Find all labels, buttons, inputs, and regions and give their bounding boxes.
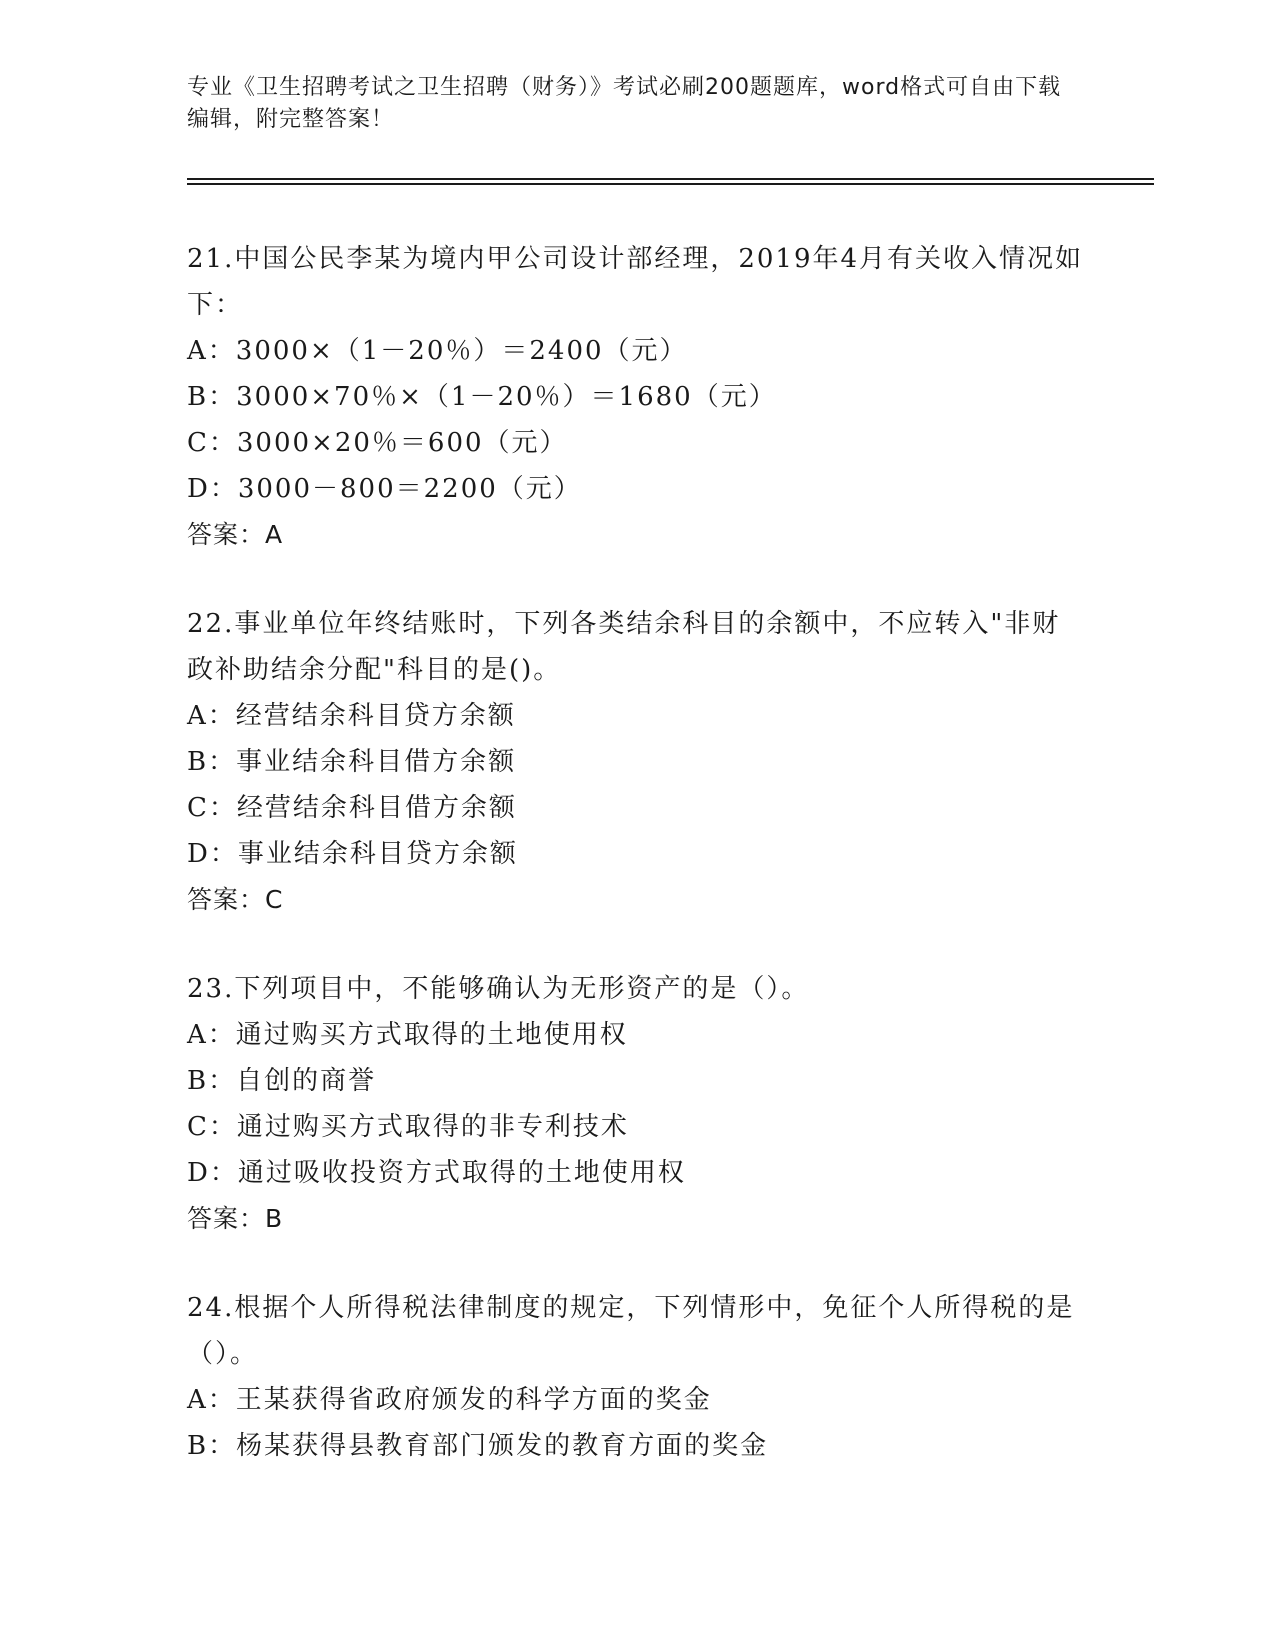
question-stem: 21.中国公民李某为境内甲公司设计部经理，2019年4月有关收入情况如下： bbox=[187, 244, 1084, 320]
option-a: A：通过购买方式取得的土地使用权 bbox=[187, 1020, 628, 1050]
answer-label: 答案：C bbox=[187, 885, 284, 914]
option-a: A：经营结余科目贷方余额 bbox=[187, 701, 516, 731]
question-23 bbox=[187, 966, 1087, 1242]
document-header: 专业《卫生招聘考试之卫生招聘（财务）》考试必刷200题题库，word格式可自由下载编辑，附完整答案！ bbox=[187, 75, 1062, 132]
option-a: A：王某获得省政府颁发的科学方面的奖金 bbox=[187, 1385, 712, 1415]
question-24 bbox=[187, 1285, 1087, 1469]
header-divider-top bbox=[187, 178, 1154, 180]
option-d: D：通过吸收投资方式取得的土地使用权 bbox=[187, 1158, 686, 1188]
question-stem: 23.下列项目中，不能够确认为无形资产的是（）。 bbox=[187, 974, 810, 1004]
option-c: C：通过购买方式取得的非专利技术 bbox=[187, 1112, 629, 1142]
option-d: D：3000－800＝2200（元） bbox=[187, 474, 582, 504]
option-c: C：经营结余科目借方余额 bbox=[187, 793, 517, 823]
question-21 bbox=[187, 236, 1087, 558]
option-d: D：事业结余科目贷方余额 bbox=[187, 839, 518, 869]
option-a: A：3000×（1－20％）＝2400（元） bbox=[187, 336, 688, 366]
option-b: B：事业结余科目借方余额 bbox=[187, 747, 517, 777]
answer-label: 答案：B bbox=[187, 1204, 284, 1233]
question-22 bbox=[187, 601, 1087, 923]
header-divider-bottom bbox=[187, 183, 1154, 185]
question-stem: 22.事业单位年终结账时，下列各类结余科目的余额中，不应转入"非财政补助结余分配"科目的是()。 bbox=[187, 609, 1061, 685]
question-stem: 24.根据个人所得税法律制度的规定，下列情形中，免征个人所得税的是（）。 bbox=[187, 1293, 1075, 1369]
option-b: B：杨某获得县教育部门颁发的教育方面的奖金 bbox=[187, 1431, 769, 1461]
option-b: B：3000×70％×（1－20％）＝1680（元） bbox=[187, 382, 777, 412]
option-b: B：自创的商誉 bbox=[187, 1066, 377, 1096]
question-list bbox=[187, 236, 1087, 1512]
option-c: C：3000×20％＝600（元） bbox=[187, 428, 568, 458]
answer-label: 答案：A bbox=[187, 520, 284, 549]
